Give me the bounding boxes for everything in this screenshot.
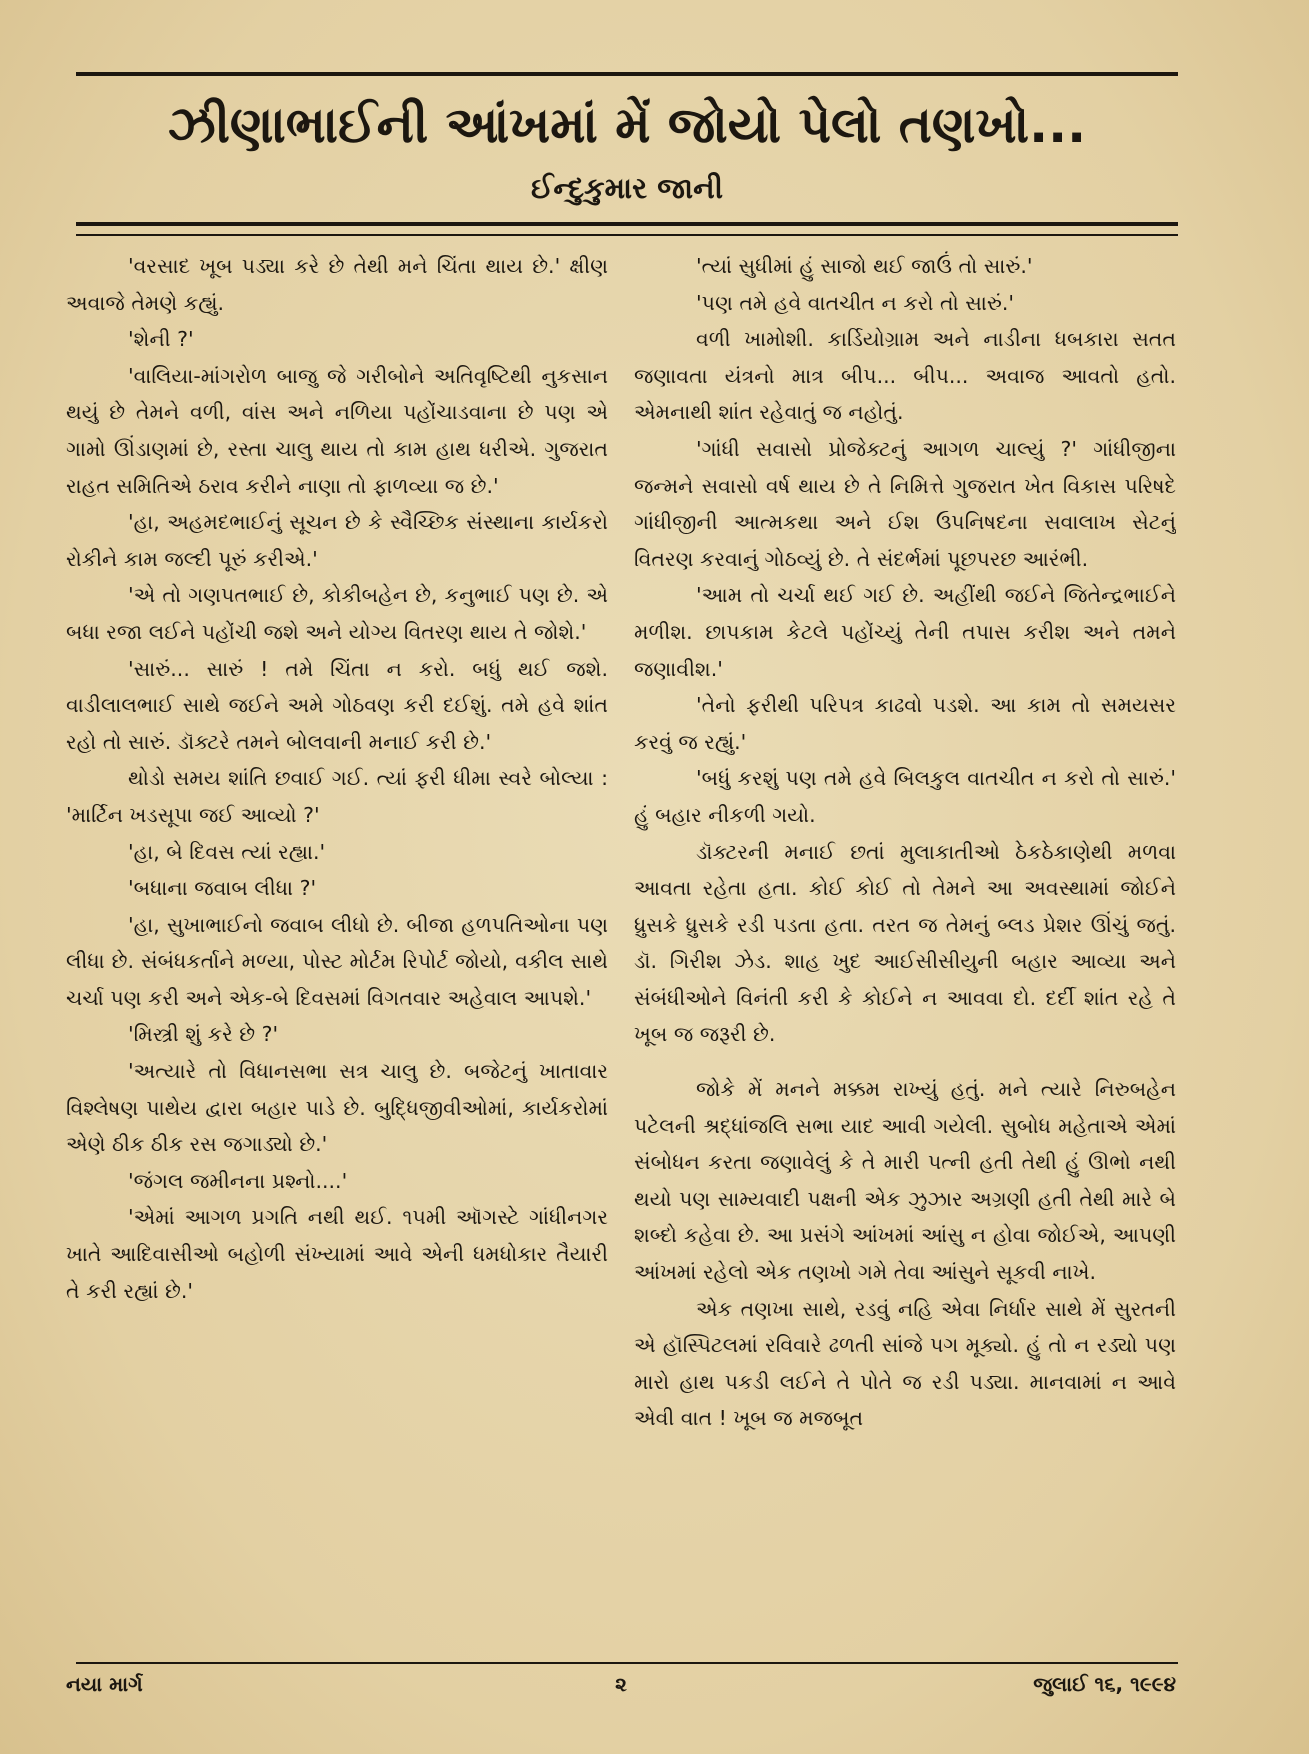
paragraph: 'હા, અહમદભાઈનું સૂચન છે કે સ્વૈચ્છિક સંસ્થાના કાર્યકરો રોકીને કામ જલ્દી પૂરું કરીએ.' [66, 510, 608, 571]
paragraph: 'અત્યારે તો વિધાનસભા સત્ર ચાલુ છે. બજેટનું ખાતાવાર વિશ્લેષણ પાથેય દ્વારા બહાર પાડે છે. બુદ્ધિજીવીઓમાં, કાર્યકરોમાં એણે ઠીક ઠીક રસ જગાડ્યો છે.' [66, 1059, 608, 1157]
paragraph: વળી ખામોશી. કાર્ડિયોગ્રામ અને નાડીના ધબકારા સતત જણાવતા યંત્રનો માત્ર બીપ... બીપ... અવાજ આવતો હતો. એમનાથી શાંત રહેવાતું જ નહોતું. [634, 327, 1176, 425]
paragraph: જોકે મેં મનને મક્કમ રાખ્યું હતું. મને ત્યારે નિરુબહેન પટેલની શ્રદ્ધાંજલિ સભા યાદ આવી ગયેલી. સુબોધ મહેતાએ એમાં સંબોધન કરતા જણાવેલું કે તે મારી પત્ની હતી તેથી હું ઊભો નથી થયો પણ સામ્યવાદી પક્ષની એક ઝુઝાર અગ્રણી હતી તેથી મારે બે શબ્દો કહેવા છે. આ પ્રસંગે આંખમાં આંસુ ન હોવા જોઈએ, આપણી આંખમાં રહેલો એક તણખો ગમે તેવા આંસુને સૂકવી નાખે. [634, 1077, 1176, 1285]
right-column [634, 248, 1176, 1658]
paragraph: 'તેનો ફરીથી પરિપત્ર કાઢવો પડશે. આ કામ તો સમયસર કરવું જ રહ્યું.' [634, 693, 1176, 754]
paragraph: 'વાલિયા-માંગરોળ બાજુ જે ગરીબોને અતિવૃષ્ટિથી નુકસાન થયું છે તેમને વળી, વાંસ અને નળિયા પહોંચાડવાના છે પણ એ ગામો ઊંડાણમાં છે, રસ્તા ચાલુ થાય તો કામ હાથ ધરીએ. ગુજરાત રાહત સમિતિએ ઠરાવ કરીને નાણા તો ફાળવ્યા જ છે.' [66, 363, 608, 498]
paragraph: 'જંગલ જમીનના પ્રશ્નો....' [128, 1168, 348, 1193]
paragraph: 'હા, સુખાભાઈનો જવાબ લીધો છે. બીજા હળપતિઓના પણ લીધા છે. સંબંધકર્તાને મળ્યા, પોસ્ટ મોર્ટમ રિપોર્ટ જોયો, વકીલ સાથે ચર્ચા પણ કરી અને એક-બે દિવસમાં વિગતવાર અહેવાલ આપશે.' [66, 912, 608, 1010]
paragraph: 'બધાના જવાબ લીધા ?' [128, 876, 317, 901]
paragraph: 'સારું... સારું ! તમે ચિંતા ન કરો. બધું થઈ જશે. વાડીલાલભાઈ સાથે જઈને અમે ગોઠવણ કરી દઈશું. તમે હવે શાંત રહો તો સારું. ડૉક્ટરે તમને બોલવાની મનાઈ કરી છે.' [66, 656, 608, 754]
header-rule-thin [76, 234, 1178, 236]
paragraph: 'એ તો ગણપતભાઈ છે, કોકીબહેન છે, કનુભાઈ પણ છે. એ બધા રજા લઈને પહોંચી જશે અને યોગ્ય વિતરણ થાય તે જોશે.' [66, 583, 608, 644]
issue-date: જુલાઈ ૧૬, ૧૯૯૪ [1033, 1672, 1176, 1696]
paragraph: 'શેની ?' [128, 327, 194, 352]
paragraph: 'વરસાદ ખૂબ પડ્યા કરે છે તેથી મને ચિંતા થાય છે.' ક્ષીણ અવાજે તેમણે કહ્યું. [66, 254, 608, 315]
paragraph: 'પણ તમે હવે વાતચીત ન કરો તો સારું.' [696, 290, 1015, 315]
header-rule-thick [76, 222, 1178, 226]
paragraph: 'મિસ્ત્રી શું કરે છે ?' [128, 1022, 279, 1047]
page-footer [66, 1666, 1176, 1702]
paragraph: 'ત્યાં સુધીમાં હું સાજો થઈ જાઉં તો સારું.' [696, 254, 1033, 278]
publication-name: નયા માર્ગ [66, 1672, 143, 1696]
page-number: ૨ [615, 1672, 627, 1696]
paragraph: 'બધું કરશું પણ તમે હવે બિલકુલ વાતચીત ન કરો તો સારું.' હું બહાર નીકળી ગયો. [634, 766, 1176, 827]
paragraph: ડૉક્ટરની મનાઈ છતાં મુલાકાતીઓ ઠેકઠેકાણેથી મળવા આવતા રહેતા હતા. કોઈ કોઈ તો તેમને આ અવસ્થામાં જોઈને ધ્રુસકે ધ્રુસકે રડી પડતા હતા. તરત જ તેમનું બ્લડ પ્રેશર ઊંચું જતું. ડૉ. ગિરીશ ઝેડ. શાહ ખુદ આઈસીસીયુની બહાર આવ્યા અને સંબંધીઓને વિનંતી કરી કે કોઈને ન આવવા દો. દર્દી શાંત રહે તે ખૂબ જ જરૂરી છે. [634, 839, 1176, 1047]
paragraph: 'એમાં આગળ પ્રગતિ નથી થઈ. ૧૫મી ઑગસ્ટે ગાંધીનગર ખાતે આદિવાસીઓ બહોળી સંખ્યામાં આવે એની ધમધોકાર તૈયારી તે કરી રહ્યાં છે.' [66, 1205, 608, 1303]
paragraph: 'આમ તો ચર્ચા થઈ ગઈ છે. અહીંથી જઈને જિતેન્દ્રભાઈને મળીશ. છાપકામ કેટલે પહોંચ્યું તેની તપાસ કરીશ અને તમને જણાવીશ.' [634, 583, 1176, 681]
footer-rule [76, 1662, 1178, 1664]
paragraph: એક તણખા સાથે, રડવું નહિ એવા નિર્ધાર સાથે મેં સુરતની એ હૉસ્પિટલમાં રવિવારે ઢળતી સાંજે પગ મૂક્યો. હું તો ન રડ્યો પણ મારો હાથ પકડી લઈને તે પોતે જ રડી પડ્યા. માનવામાં ન આવે એવી વાત ! ખૂબ જ મજબૂત [634, 1296, 1176, 1431]
paragraph: 'ગાંધી સવાસો પ્રોજેક્ટનું આગળ ચાલ્યું ?' ગાંધીજીના જન્મને સવાસો વર્ષ થાય છે તે નિમિત્તે ગુજરાત ખેત વિકાસ પરિષદે ગાંધીજીની આત્મકથા અને ઈશ ઉપનિષદના સવાલાખ સેટનું વિતરણ કરવાનું ગોઠવ્યું છે. તે સંદર્ભમાં પૂછપરછ આરંભી. [634, 436, 1176, 571]
article-title: ઝીણાભાઈની આંખમાં મેં જોયો પેલો તણખો... [167, 96, 1087, 154]
paragraph: થોડો સમય શાંતિ છવાઈ ગઈ. ત્યાં ફરી ધીમા સ્વરે બોલ્યા : 'માર્ટિન ખડસૂપા જઈ આવ્યો ?' [66, 766, 608, 827]
article-author: ઈન્દુકુમાર જાની [530, 171, 723, 205]
paragraph: 'હા, બે દિવસ ત્યાં રહ્યા.' [128, 839, 326, 864]
left-column [66, 248, 608, 1658]
top-rule [76, 72, 1178, 76]
